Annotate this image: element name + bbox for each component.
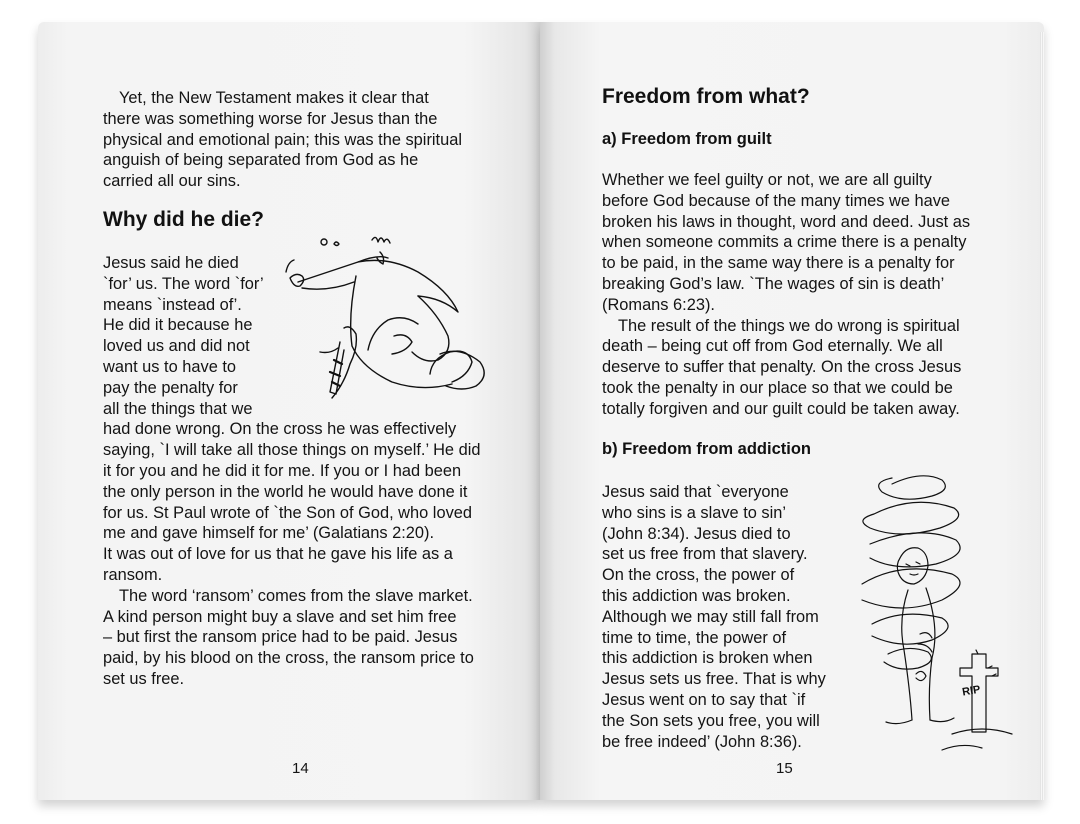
text-line: death – being cut off from God eternally. We all	[602, 337, 943, 356]
text-line: who sins is a slave to sin’	[602, 503, 787, 522]
subheading-addiction: b) Freedom from addiction	[602, 440, 812, 458]
text-line: `for’ us. The word `for’	[103, 274, 264, 293]
text-line: it for you and he did it for me. If you or I had been	[103, 461, 462, 480]
text-line: ransom.	[103, 565, 163, 584]
book-spread	[38, 22, 1044, 800]
text-line: set us free.	[103, 669, 185, 688]
text-line: carried all our sins.	[103, 172, 241, 191]
text-line: He did it because he	[103, 316, 253, 335]
text-line: physical and emotional pain; this was the spiritual	[103, 130, 462, 149]
text-line: this addiction was broken.	[602, 586, 791, 605]
guilt-paragraph	[602, 170, 1002, 420]
page-number-left: 14	[292, 760, 309, 777]
text-line: time to time, the power of	[602, 628, 787, 647]
text-line: (John 8:34). Jesus died to	[602, 524, 791, 543]
text-line: the only person in the world he would have done it	[103, 482, 468, 501]
intro-paragraph	[103, 88, 483, 192]
text-line: totally forgiven and our guilt could be taken away.	[602, 399, 960, 418]
page-number-right: 15	[776, 760, 793, 777]
addiction-paragraph	[602, 482, 842, 752]
text-line: It was out of love for us that he gave his life as a	[103, 545, 453, 564]
right-page	[540, 22, 1044, 800]
text-line: breaking God’s law. `The wages of sin is death’	[602, 274, 945, 293]
text-line: the Son sets you free, you will	[602, 711, 820, 730]
text-line: The result of the things we do wrong is spiritual	[618, 316, 960, 335]
text-line: broken his laws in thought, word and deed. Just as	[602, 212, 971, 231]
text-line: Jesus said that `everyone	[602, 483, 789, 501]
addiction-sketch-illustration	[822, 454, 1022, 754]
text-line: all the things that we	[103, 399, 253, 418]
jesus-sketch-illustration	[268, 232, 498, 412]
text-line: Although we may still fall from	[602, 607, 819, 626]
text-line: when someone commits a crime there is a penalty	[602, 233, 967, 252]
text-line: saying, `I will take all those things on myself.’ He did	[103, 441, 481, 460]
text-line: (Romans 6:23).	[602, 295, 715, 314]
text-line: this addiction is broken when	[602, 649, 813, 668]
text-line: to be paid, in the same way there is a penalty for	[602, 254, 955, 273]
text-line: for us. St Paul wrote of `the Son of God, who loved	[103, 503, 472, 522]
text-line: – but first the ransom price had to be paid. Jesus	[103, 628, 458, 647]
text-line: before God because of the many times we have	[602, 191, 951, 210]
text-line: The word ‘ransom’ comes from the slave market.	[119, 586, 473, 605]
text-line: Jesus went on to say that `if	[602, 690, 806, 709]
gravestone-rip-label: RIP	[961, 683, 982, 699]
text-line: deserve to suffer that penalty. On the cross Jesus	[602, 358, 962, 377]
text-line: A kind person might buy a slave and set him free	[103, 607, 457, 626]
text-line: set us free from that slavery.	[602, 545, 808, 564]
text-line: paid, by his blood on the cross, the ransom price to	[103, 649, 474, 668]
text-line: Yet, the New Testament makes it clear that	[119, 89, 429, 107]
text-line: On the cross, the power of	[602, 566, 795, 585]
text-line: pay the penalty for	[103, 378, 238, 397]
text-line: there was something worse for Jesus than the	[103, 109, 438, 128]
text-line: anguish of being separated from God as he	[103, 151, 419, 170]
section-heading-freedom: Freedom from what?	[602, 85, 810, 108]
text-line: means `instead of’.	[103, 295, 242, 314]
section-heading-why: Why did he die?	[103, 208, 264, 231]
text-line: took the penalty in our place so that we could be	[602, 378, 953, 397]
text-line: Jesus said he died	[103, 254, 239, 272]
text-line: Jesus sets us free. That is why	[602, 670, 826, 689]
text-line: had done wrong. On the cross he was effectively	[103, 420, 457, 439]
text-line: me and gave himself for me’ (Galatians 2:20).	[103, 524, 434, 543]
text-line: want us to have to	[103, 357, 237, 376]
text-line: be free indeed’ (John 8:36).	[602, 732, 802, 751]
left-page	[38, 22, 540, 800]
text-line: loved us and did not	[103, 337, 250, 356]
text-line: Whether we feel guilty or not, we are all guilty	[602, 171, 932, 189]
subheading-guilt: a) Freedom from guilt	[602, 130, 772, 148]
page-edges	[1040, 32, 1044, 800]
